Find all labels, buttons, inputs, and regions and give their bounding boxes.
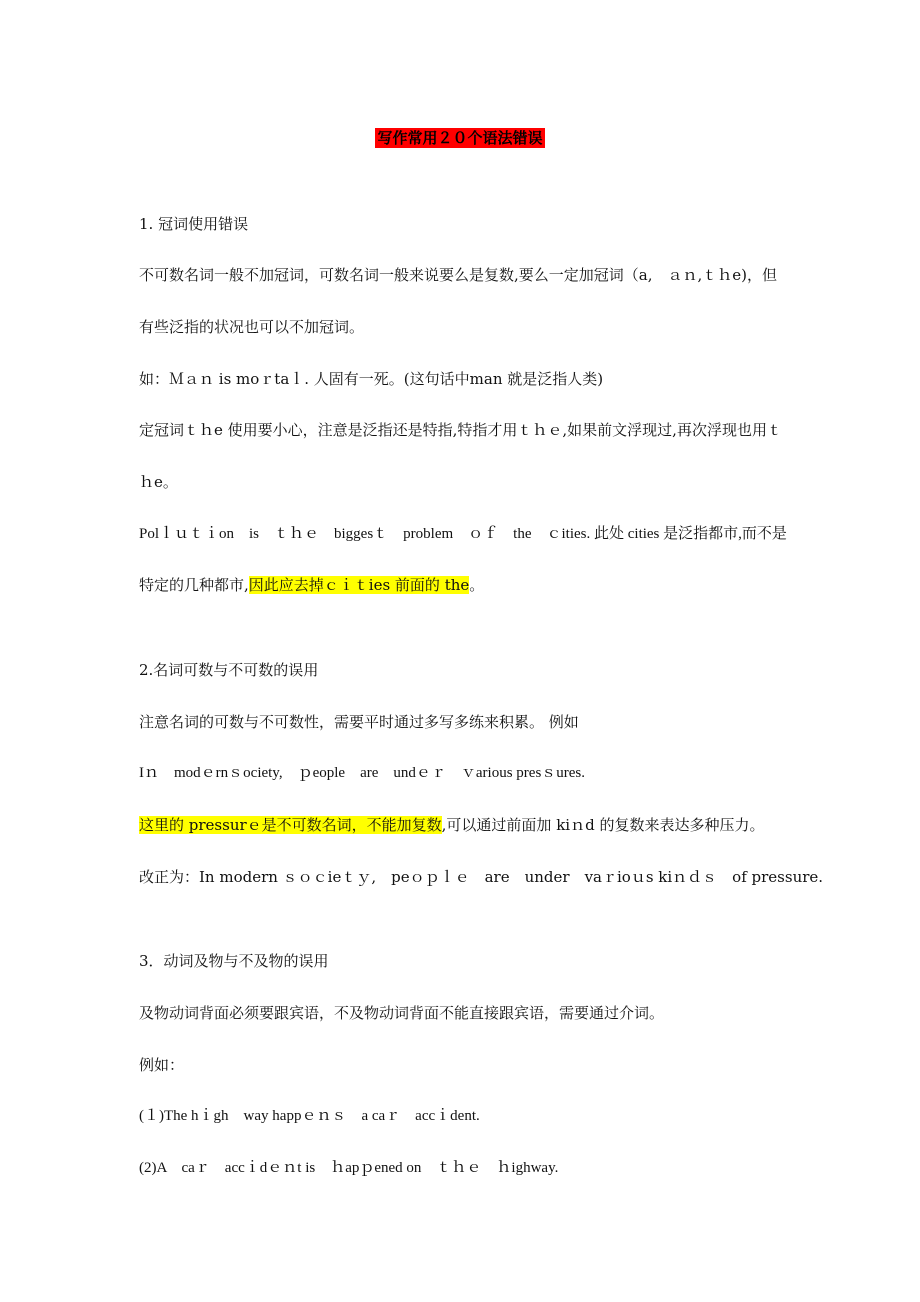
section-2-paragraph-2-rest: ,可以通过前面加 kiｎd 的复数来表达多种压力。: [441, 816, 765, 834]
section-3-heading: 3．动词及物与不及物的误用: [139, 952, 329, 970]
document-title: 写作常用２０个语法错误: [377, 129, 543, 147]
title-row: [0, 127, 920, 148]
section-3-example-1: (１)The hｉgh way happｅｎｓ a caｒ accｉdent.: [139, 1108, 480, 1124]
section-1-example: 如：Ｍａｎ is moｒtaｌ. 人固有一死。(这句话中man 就是泛指人类): [139, 370, 604, 388]
section-3-paragraph-1: 及物动词背面必须要跟宾语，不及物动词背面不能直接跟宾语，需要通过介词。: [139, 1004, 665, 1022]
section-2-paragraph-1: 注意名词的可数与不可数性，需要平时通过多写多练来积累。 例如: [139, 713, 579, 731]
section-3-example-label: 例如：: [139, 1056, 185, 1074]
highlighted-note: 因此应去掉ｃｉｔies 前面的 the: [248, 576, 470, 594]
section-3-example-2: (2)A caｒ accｉdｅｎt is ｈapｐened on ｔｈｅ ｈighway.: [139, 1160, 559, 1176]
section-1-paragraph-1a: 不可数名词一般不加冠词，可数名词一般来说要么是复数,要么一定加冠词（a, ａｎ,ｔｈe)，但: [139, 266, 777, 284]
section-1-heading: 1. 冠词使用错误: [139, 215, 249, 233]
section-1-paragraph-1b: 有些泛指的状况也可以不加冠词。: [139, 318, 365, 336]
section-1-paragraph-3b-end: 。: [469, 576, 485, 594]
section-2-paragraph-2: [139, 815, 780, 835]
section-1-paragraph-3b-text: 特定的几种都市,: [139, 576, 249, 594]
section-1-paragraph-2b: ｈe。: [139, 473, 178, 491]
section-1-paragraph-3b: [139, 575, 780, 595]
highlighted-note: 这里的 pressurｅ是不可数名词，不能加复数: [139, 816, 442, 834]
section-1-paragraph-2a: 定冠词ｔｈe 使用要小心，注意是泛指还是特指,特指才用ｔｈｅ,如果前文浮现过,再次浮现也用ｔ: [139, 421, 782, 439]
section-2-example: Iｎ modｅrnｓociety, ｐeople are undｅｒ ｖarious presｓures.: [139, 765, 586, 781]
section-2-correction: 改正为：In modern ｓｏｃieｔｙ, peｏｐｌｅ are under vaｒioｕs kiｎｄｓ of pressure.: [139, 868, 824, 886]
section-2-heading: 2.名词可数与不可数的误用: [139, 661, 319, 679]
section-1-paragraph-3a: Polｌｕｔｉon is ｔｈｅ biggesｔ problem ｏｆ the ｃities. 此处 cities 是泛指都市,而不是: [139, 526, 787, 542]
